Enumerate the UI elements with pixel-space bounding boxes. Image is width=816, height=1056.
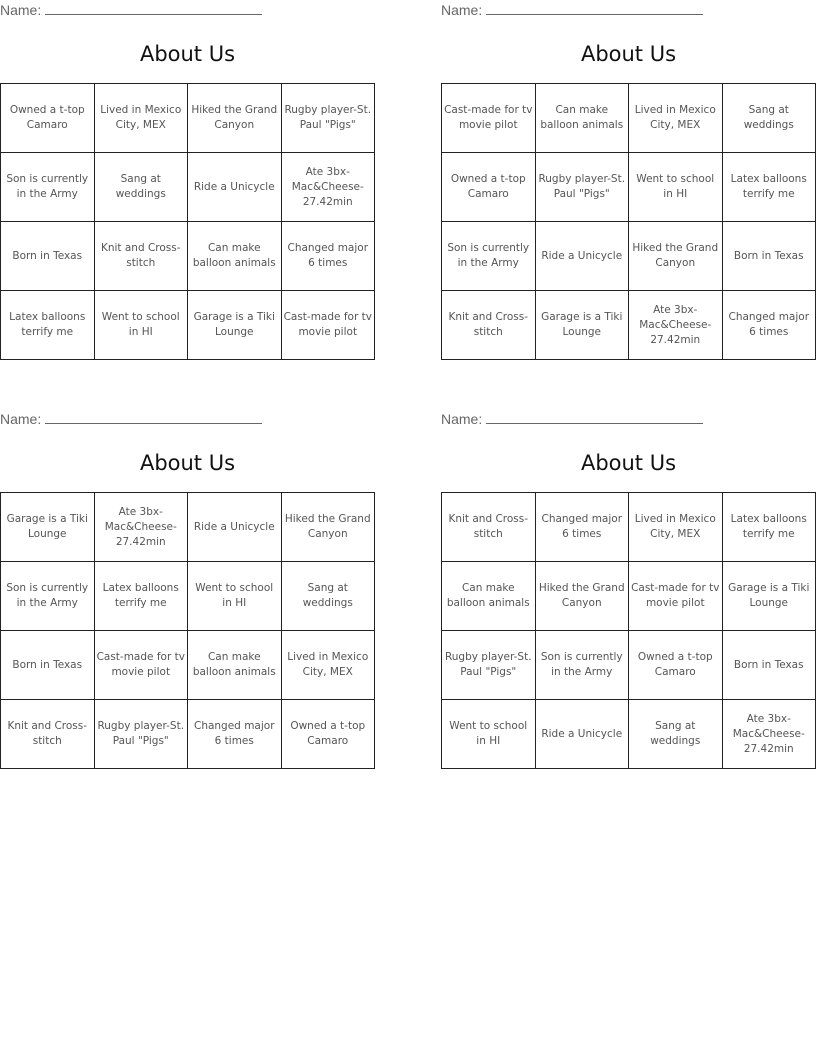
bingo-cell[interactable]: Ate 3bx-Mac&Cheese-27.42min <box>94 493 188 562</box>
name-field[interactable] <box>441 2 703 18</box>
bingo-cell[interactable]: Ride a Unicycle <box>535 222 629 291</box>
bingo-cell[interactable]: Lived in Mexico City, MEX <box>629 493 723 562</box>
name-line[interactable] <box>45 411 262 424</box>
bingo-cell[interactable]: Cast-made for tv movie pilot <box>629 562 723 631</box>
bingo-cell[interactable]: Owned a t-top Camaro <box>1 84 95 153</box>
bingo-cell[interactable]: Hiked the Grand Canyon <box>535 562 629 631</box>
bingo-cell[interactable]: Went to school in HI <box>629 153 723 222</box>
bingo-cell[interactable]: Knit and Cross-stitch <box>442 291 536 360</box>
bingo-cell[interactable]: Can make balloon animals <box>535 84 629 153</box>
grid-row <box>442 222 816 291</box>
bingo-cell[interactable]: Rugby player-St. Paul "Pigs" <box>94 700 188 769</box>
bingo-cell[interactable]: Rugby player-St. Paul "Pigs" <box>442 631 536 700</box>
bingo-cell[interactable]: Knit and Cross-stitch <box>442 493 536 562</box>
grid-row <box>1 153 375 222</box>
bingo-cell[interactable]: Owned a t-top Camaro <box>281 700 375 769</box>
grid-row <box>1 700 375 769</box>
card-title: About Us <box>580 451 677 475</box>
bingo-cell[interactable]: Garage is a Tiki Lounge <box>535 291 629 360</box>
bingo-cell[interactable]: Latex balloons terrify me <box>94 562 188 631</box>
card-title: About Us <box>139 42 236 66</box>
bingo-cell[interactable]: Ate 3bx-Mac&Cheese-27.42min <box>281 153 375 222</box>
name-field[interactable] <box>0 2 262 18</box>
bingo-cell[interactable]: Latex balloons terrify me <box>722 493 816 562</box>
bingo-cell[interactable]: Lived in Mexico City, MEX <box>629 84 723 153</box>
bingo-cell[interactable]: Born in Texas <box>1 631 95 700</box>
bingo-grid <box>0 492 375 769</box>
bingo-cell[interactable]: Ride a Unicycle <box>188 493 282 562</box>
bingo-cell[interactable]: Rugby player-St. Paul "Pigs" <box>535 153 629 222</box>
bingo-cell[interactable]: Knit and Cross-stitch <box>1 700 95 769</box>
bingo-cell[interactable]: Latex balloons terrify me <box>722 153 816 222</box>
name-line[interactable] <box>45 2 262 15</box>
bingo-cell[interactable]: Can make balloon animals <box>442 562 536 631</box>
grid-row <box>1 562 375 631</box>
bingo-cell[interactable]: Lived in Mexico City, MEX <box>281 631 375 700</box>
bingo-cell[interactable]: Rugby player-St. Paul "Pigs" <box>281 84 375 153</box>
grid-row <box>1 291 375 360</box>
bingo-cell[interactable]: Ride a Unicycle <box>188 153 282 222</box>
bingo-cell[interactable]: Cast-made for tv movie pilot <box>442 84 536 153</box>
bingo-cell[interactable]: Garage is a Tiki Lounge <box>1 493 95 562</box>
bingo-cell[interactable]: Ate 3bx-Mac&Cheese-27.42min <box>629 291 723 360</box>
grid-row <box>1 493 375 562</box>
grid-row <box>1 222 375 291</box>
bingo-cell[interactable]: Born in Texas <box>722 222 816 291</box>
grid-row <box>1 84 375 153</box>
grid-row <box>1 631 375 700</box>
name-line[interactable] <box>486 2 703 15</box>
bingo-cell[interactable]: Sang at weddings <box>722 84 816 153</box>
name-field[interactable] <box>441 411 703 427</box>
bingo-cell[interactable]: Garage is a Tiki Lounge <box>722 562 816 631</box>
bingo-cell[interactable]: Changed major 6 times <box>535 493 629 562</box>
name-label: Name: <box>441 411 483 427</box>
bingo-cell[interactable]: Son is currently in the Army <box>1 562 95 631</box>
bingo-cell[interactable]: Son is currently in the Army <box>535 631 629 700</box>
grid-row <box>442 562 816 631</box>
grid-row <box>442 493 816 562</box>
bingo-grid <box>0 83 375 360</box>
card-title: About Us <box>139 451 236 475</box>
card-title: About Us <box>580 42 677 66</box>
bingo-cell[interactable]: Born in Texas <box>722 631 816 700</box>
bingo-cell[interactable]: Sang at weddings <box>629 700 723 769</box>
bingo-cell[interactable]: Hiked the Grand Canyon <box>629 222 723 291</box>
name-label: Name: <box>0 2 42 18</box>
name-line[interactable] <box>486 411 703 424</box>
bingo-cell[interactable]: Ate 3bx-Mac&Cheese-27.42min <box>722 700 816 769</box>
bingo-cell[interactable]: Changed major 6 times <box>188 700 282 769</box>
bingo-cell[interactable]: Cast-made for tv movie pilot <box>281 291 375 360</box>
bingo-cell[interactable]: Changed major 6 times <box>281 222 375 291</box>
bingo-cell[interactable]: Garage is a Tiki Lounge <box>188 291 282 360</box>
bingo-grid <box>441 83 816 360</box>
bingo-cell[interactable]: Sang at weddings <box>94 153 188 222</box>
bingo-cell[interactable]: Son is currently in the Army <box>442 222 536 291</box>
bingo-cell[interactable]: Ride a Unicycle <box>535 700 629 769</box>
bingo-cell[interactable]: Cast-made for tv movie pilot <box>94 631 188 700</box>
grid-row <box>442 153 816 222</box>
bingo-cell[interactable]: Changed major 6 times <box>722 291 816 360</box>
name-label: Name: <box>0 411 42 427</box>
name-label: Name: <box>441 2 483 18</box>
name-field[interactable] <box>0 411 262 427</box>
bingo-cell[interactable]: Son is currently in the Army <box>1 153 95 222</box>
bingo-cell[interactable]: Can make balloon animals <box>188 222 282 291</box>
bingo-cell[interactable]: Owned a t-top Camaro <box>629 631 723 700</box>
bingo-cell[interactable]: Knit and Cross-stitch <box>94 222 188 291</box>
bingo-cell[interactable]: Lived in Mexico City, MEX <box>94 84 188 153</box>
bingo-cell[interactable]: Hiked the Grand Canyon <box>281 493 375 562</box>
bingo-cell[interactable]: Born in Texas <box>1 222 95 291</box>
bingo-cell[interactable]: Hiked the Grand Canyon <box>188 84 282 153</box>
bingo-cell[interactable]: Can make balloon animals <box>188 631 282 700</box>
bingo-cell[interactable]: Went to school in HI <box>442 700 536 769</box>
grid-row <box>442 84 816 153</box>
grid-row <box>442 291 816 360</box>
grid-row <box>442 700 816 769</box>
bingo-grid <box>441 492 816 769</box>
bingo-cell[interactable]: Latex balloons terrify me <box>1 291 95 360</box>
bingo-cell[interactable]: Went to school in HI <box>188 562 282 631</box>
grid-row <box>442 631 816 700</box>
bingo-cell[interactable]: Owned a t-top Camaro <box>442 153 536 222</box>
bingo-cell[interactable]: Went to school in HI <box>94 291 188 360</box>
bingo-cell[interactable]: Sang at weddings <box>281 562 375 631</box>
